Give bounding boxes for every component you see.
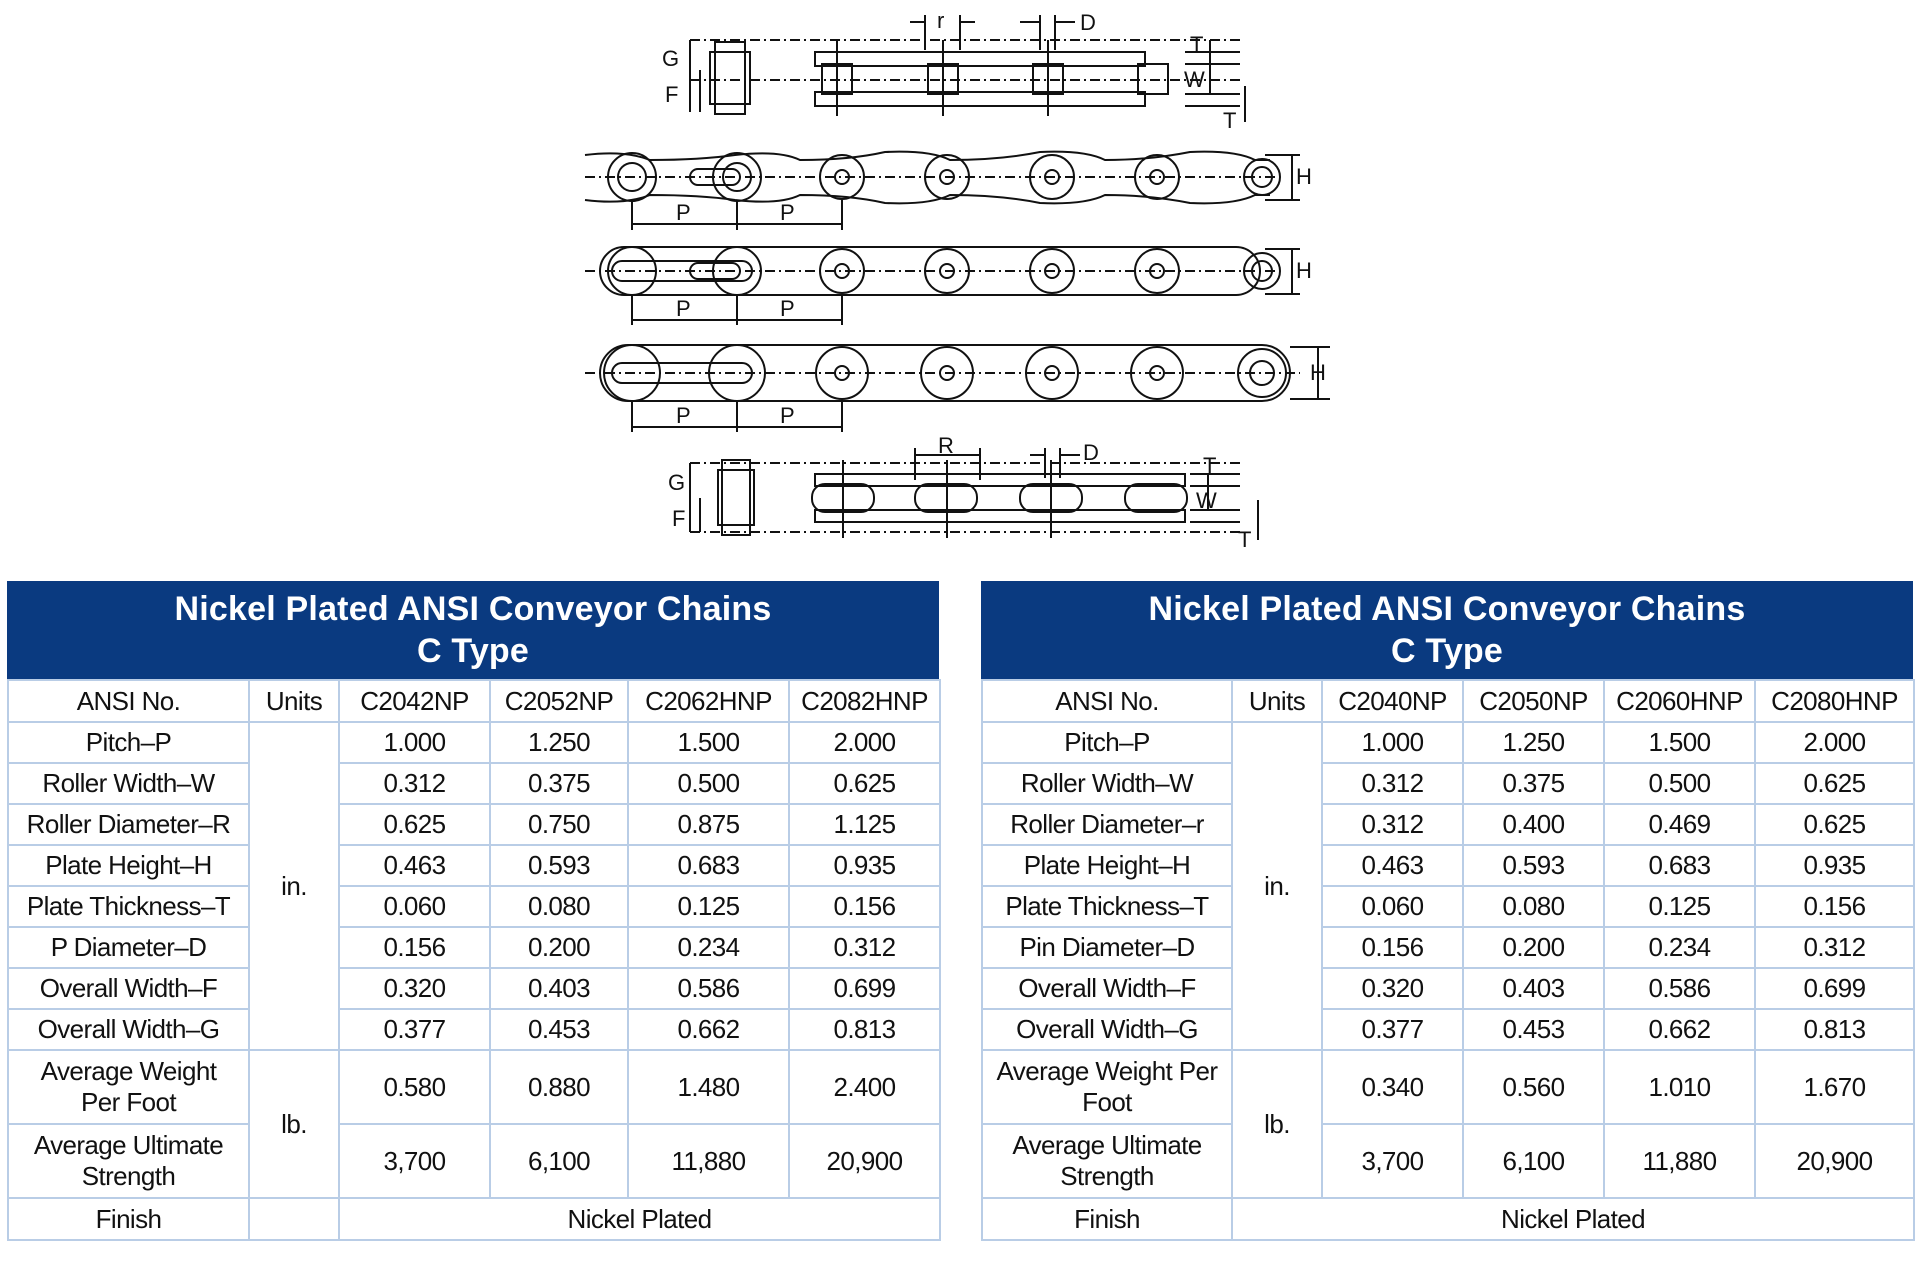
- chain-dimension-diagram: [0, 0, 1920, 575]
- cell-value: 0.625: [339, 804, 490, 845]
- cell-value: 0.935: [789, 845, 940, 886]
- spec-table-right: [981, 581, 1913, 1241]
- table-row: [8, 845, 940, 886]
- table-row: [8, 1009, 940, 1050]
- cell-value: 1.000: [339, 722, 490, 763]
- row-label: Overall Width–G: [982, 1009, 1232, 1050]
- label-t-top-2: T: [1223, 108, 1237, 133]
- header-model: C2080HNP: [1755, 680, 1914, 722]
- table-row: [8, 1050, 940, 1124]
- cell-value: 0.469: [1604, 804, 1755, 845]
- cell-value: 0.935: [1755, 845, 1914, 886]
- row-label: Roller Width–W: [982, 763, 1232, 804]
- cell-value: 0.403: [490, 968, 628, 1009]
- table-row: [8, 722, 940, 763]
- spec-table: [981, 679, 1915, 1241]
- table-row: [982, 1050, 1914, 1124]
- cell-value: 0.813: [1755, 1009, 1914, 1050]
- top-side-view: [690, 15, 1245, 122]
- table-row: [982, 722, 1914, 763]
- unit-lb: lb.: [1232, 1050, 1322, 1198]
- label-d-top: D: [1080, 10, 1096, 35]
- label-w-bottom: W: [1196, 488, 1217, 513]
- label-f-bottom: F: [672, 506, 686, 531]
- unit-lb: lb.: [249, 1050, 339, 1198]
- row-label: Roller Diameter–R: [8, 804, 249, 845]
- cell-value: 0.340: [1322, 1050, 1463, 1124]
- row-label: [8, 1050, 249, 1124]
- finish-row: [8, 1198, 940, 1240]
- cell-value: 1.010: [1604, 1050, 1755, 1124]
- row-label-line1: Average Ultimate: [1012, 1130, 1202, 1160]
- cell-value: 0.586: [1604, 968, 1755, 1009]
- finish-value: Nickel Plated: [339, 1198, 940, 1240]
- header-ansi: ANSI No.: [982, 680, 1232, 722]
- label-w-top: W: [1184, 67, 1205, 92]
- row-label: [982, 1050, 1232, 1124]
- label-p-1b: P: [780, 200, 795, 225]
- cell-value: 0.560: [1463, 1050, 1604, 1124]
- table-title-line2: C Type: [416, 632, 530, 670]
- table-title-line1: Nickel Plated ANSI Conveyor Chains: [1148, 590, 1746, 628]
- cell-value: 0.403: [1463, 968, 1604, 1009]
- label-t-bottom: T: [1203, 453, 1217, 478]
- cell-value: 3,700: [1322, 1124, 1463, 1198]
- finish-row: [982, 1198, 1914, 1240]
- cell-value: 0.060: [339, 886, 490, 927]
- cell-value: 0.625: [1755, 763, 1914, 804]
- header-model: C2060HNP: [1604, 680, 1755, 722]
- bottom-side-view: [690, 448, 1258, 540]
- table-row: [982, 763, 1914, 804]
- finish-units-empty: [249, 1198, 339, 1240]
- table-row: [982, 1124, 1914, 1198]
- row-label-line1: Average Weight Per: [996, 1056, 1218, 1086]
- cell-value: 20,900: [789, 1124, 940, 1198]
- cell-value: 11,880: [628, 1124, 789, 1198]
- cell-value: 1.480: [628, 1050, 789, 1124]
- row-label: [982, 1124, 1232, 1198]
- table-row: [8, 968, 940, 1009]
- row-label: Overall Width–G: [8, 1009, 249, 1050]
- cell-value: 0.453: [1463, 1009, 1604, 1050]
- cell-value: 2.000: [789, 722, 940, 763]
- finish-label: Finish: [982, 1198, 1232, 1240]
- row-label: Pitch–P: [8, 722, 249, 763]
- cell-value: 0.377: [1322, 1009, 1463, 1050]
- row-label: Plate Thickness–T: [982, 886, 1232, 927]
- table-row: [982, 927, 1914, 968]
- row-label: Plate Thickness–T: [8, 886, 249, 927]
- table-row: [8, 763, 940, 804]
- row-label-line1: Average Weight: [40, 1056, 217, 1086]
- table-header-row: [982, 680, 1914, 722]
- row-label: Roller Diameter–r: [982, 804, 1232, 845]
- cell-value: 0.156: [789, 886, 940, 927]
- cell-value: 0.156: [1755, 886, 1914, 927]
- cell-value: 0.400: [1463, 804, 1604, 845]
- cell-value: 1.500: [628, 722, 789, 763]
- cell-value: 0.320: [339, 968, 490, 1009]
- cell-value: 0.125: [628, 886, 789, 927]
- row-label: [8, 1124, 249, 1198]
- plan-view-2: [585, 247, 1300, 325]
- cell-value: 0.463: [1322, 845, 1463, 886]
- table-row: [8, 804, 940, 845]
- label-r-small: r: [937, 8, 945, 33]
- cell-value: 0.683: [1604, 845, 1755, 886]
- cell-value: 0.377: [339, 1009, 490, 1050]
- cell-value: 0.375: [490, 763, 628, 804]
- cell-value: 0.593: [1463, 845, 1604, 886]
- cell-value: 0.125: [1604, 886, 1755, 927]
- label-p-3b: P: [780, 403, 795, 428]
- header-model: C2082HNP: [789, 680, 940, 722]
- cell-value: 0.580: [339, 1050, 490, 1124]
- cell-value: 6,100: [1463, 1124, 1604, 1198]
- label-f-top: F: [665, 82, 679, 107]
- cell-value: 0.080: [1463, 886, 1604, 927]
- cell-value: 0.662: [1604, 1009, 1755, 1050]
- row-label-line1: Average Ultimate: [33, 1130, 224, 1160]
- header-model: C2062HNP: [628, 680, 789, 722]
- spec-table-left: [7, 581, 939, 1241]
- label-h-1: H: [1296, 164, 1312, 189]
- label-g-top: G: [662, 46, 680, 71]
- header-model: C2052NP: [490, 680, 628, 722]
- header-model: C2042NP: [339, 680, 490, 722]
- label-p-1a: P: [676, 200, 691, 225]
- cell-value: 0.234: [1604, 927, 1755, 968]
- cell-value: 0.312: [1322, 804, 1463, 845]
- cell-value: 0.320: [1322, 968, 1463, 1009]
- row-label-line2: Foot: [1082, 1087, 1132, 1117]
- table-row: [8, 886, 940, 927]
- cell-value: 0.662: [628, 1009, 789, 1050]
- cell-value: 0.683: [628, 845, 789, 886]
- row-label: Overall Width–F: [982, 968, 1232, 1009]
- cell-value: 1.125: [789, 804, 940, 845]
- table-row: [982, 804, 1914, 845]
- cell-value: 0.625: [789, 763, 940, 804]
- header-ansi: ANSI No.: [8, 680, 249, 722]
- cell-value: 0.500: [628, 763, 789, 804]
- row-label-line2: Strength: [1060, 1161, 1154, 1191]
- table-row: [8, 927, 940, 968]
- row-label: Roller Width–W: [8, 763, 249, 804]
- label-r-large: R: [938, 433, 954, 458]
- cell-value: 2.000: [1755, 722, 1914, 763]
- cell-value: 0.312: [339, 763, 490, 804]
- table-row: [982, 845, 1914, 886]
- cell-value: 0.200: [490, 927, 628, 968]
- spec-table: [7, 679, 941, 1241]
- table-row: [8, 1124, 940, 1198]
- unit-in: in.: [249, 722, 339, 1050]
- cell-value: 0.200: [1463, 927, 1604, 968]
- cell-value: 0.080: [490, 886, 628, 927]
- cell-value: 0.060: [1322, 886, 1463, 927]
- cell-value: 1.250: [1463, 722, 1604, 763]
- cell-value: 0.593: [490, 845, 628, 886]
- cell-value: 0.156: [339, 927, 490, 968]
- cell-value: 3,700: [339, 1124, 490, 1198]
- row-label: Pitch–P: [982, 722, 1232, 763]
- label-t-bottom-2: T: [1238, 527, 1252, 552]
- cell-value: 0.375: [1463, 763, 1604, 804]
- cell-value: 0.156: [1322, 927, 1463, 968]
- header-model: C2050NP: [1463, 680, 1604, 722]
- table-row: [982, 968, 1914, 1009]
- label-p-2a: P: [676, 296, 691, 321]
- plan-view-3: [585, 345, 1330, 432]
- table-row: [982, 886, 1914, 927]
- cell-value: 11,880: [1604, 1124, 1755, 1198]
- table-title-line1: Nickel Plated ANSI Conveyor Chains: [174, 590, 772, 628]
- unit-in: in.: [1232, 722, 1322, 1050]
- finish-label: Finish: [8, 1198, 249, 1240]
- table-row: [982, 1009, 1914, 1050]
- table-title: [981, 581, 1913, 679]
- cell-value: 0.699: [1755, 968, 1914, 1009]
- header-model: C2040NP: [1322, 680, 1463, 722]
- cell-value: 1.000: [1322, 722, 1463, 763]
- cell-value: 0.312: [1322, 763, 1463, 804]
- row-label: P Diameter–D: [8, 927, 249, 968]
- label-h-3: H: [1310, 360, 1326, 385]
- header-units: Units: [249, 680, 339, 722]
- table-title: [7, 581, 939, 679]
- label-d-bottom: D: [1083, 440, 1099, 465]
- cell-value: 6,100: [490, 1124, 628, 1198]
- cell-value: 2.400: [789, 1050, 940, 1124]
- label-p-2b: P: [780, 296, 795, 321]
- cell-value: 0.875: [628, 804, 789, 845]
- label-p-3a: P: [676, 403, 691, 428]
- cell-value: 0.699: [789, 968, 940, 1009]
- cell-value: 0.813: [789, 1009, 940, 1050]
- table-header-row: [8, 680, 940, 722]
- row-label: Pin Diameter–D: [982, 927, 1232, 968]
- cell-value: 1.250: [490, 722, 628, 763]
- cell-value: 1.670: [1755, 1050, 1914, 1124]
- row-label: Plate Height–H: [982, 845, 1232, 886]
- cell-value: 0.312: [789, 927, 940, 968]
- row-label-line2: Strength: [81, 1161, 176, 1191]
- cell-value: 0.586: [628, 968, 789, 1009]
- label-g-bottom: G: [668, 470, 686, 495]
- cell-value: 1.500: [1604, 722, 1755, 763]
- finish-value: Nickel Plated: [1232, 1198, 1914, 1240]
- cell-value: 0.312: [1755, 927, 1914, 968]
- cell-value: 0.625: [1755, 804, 1914, 845]
- cell-value: 0.463: [339, 845, 490, 886]
- cell-value: 0.453: [490, 1009, 628, 1050]
- row-label: Plate Height–H: [8, 845, 249, 886]
- label-t-top: T: [1190, 32, 1204, 57]
- cell-value: 0.234: [628, 927, 789, 968]
- header-units: Units: [1232, 680, 1322, 722]
- table-title-line2: C Type: [1390, 632, 1504, 670]
- cell-value: 0.880: [490, 1050, 628, 1124]
- label-h-2: H: [1296, 258, 1312, 283]
- plan-view-1: [585, 152, 1300, 230]
- row-label: Overall Width–F: [8, 968, 249, 1009]
- row-label-line2: Per Foot: [81, 1087, 176, 1117]
- cell-value: 0.750: [490, 804, 628, 845]
- cell-value: 0.500: [1604, 763, 1755, 804]
- cell-value: 20,900: [1755, 1124, 1914, 1198]
